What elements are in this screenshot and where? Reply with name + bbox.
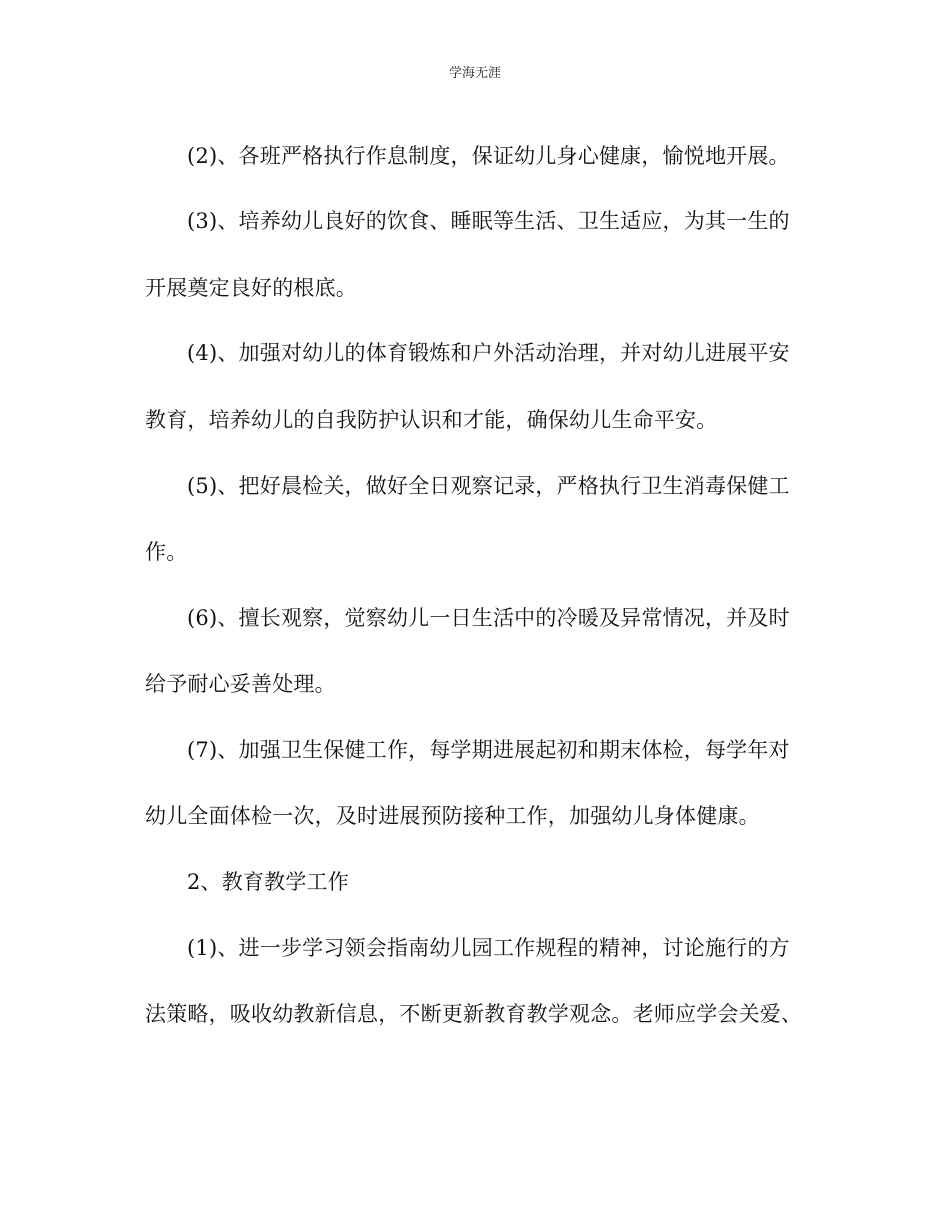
- paragraph-line: 给予耐心妥善处理。: [145, 672, 336, 696]
- paragraph-line: (2)、各班严格执行作息制度，保证幼儿身心健康，愉悦地开展。: [187, 144, 790, 168]
- paragraph-line: 作。: [145, 540, 188, 564]
- paragraph-line: 幼儿全面体检一次，及时进展预防接种工作，加强幼儿身体健康。: [145, 804, 760, 828]
- paragraph-line: 法策略，吸收幼教新信息，不断更新教育教学观念。老师应学会关爱、: [145, 1002, 803, 1026]
- paragraph-line: (1)、进一步学习领会指南幼儿园工作规程的精神，讨论施行的方: [187, 936, 790, 960]
- paragraph-line: (4)、加强对幼儿的体育锻炼和户外活动治理，并对幼儿进展平安: [187, 341, 790, 365]
- paragraph-line: (3)、培养幼儿良好的饮食、睡眠等生活、卫生适应，为其一生的: [187, 209, 790, 233]
- paragraph-line: (5)、把好晨检关，做好全日观察记录，严格执行卫生消毒保健工: [187, 474, 790, 498]
- paragraph-line: (7)、加强卫生保健工作，每学期进展起初和期末体检，每学年对: [187, 738, 790, 762]
- paragraph-line: (6)、擅长观察，觉察幼儿一日生活中的冷暖及异常情况，并及时: [187, 606, 790, 630]
- paragraph-line: 教育，培养幼儿的自我防护认识和才能，确保幼儿生命平安。: [145, 408, 718, 432]
- section-heading: 2、教育教学工作: [187, 870, 349, 894]
- paragraph-line: 开展奠定良好的根底。: [145, 276, 357, 300]
- page-header: 学海无涯: [448, 66, 501, 81]
